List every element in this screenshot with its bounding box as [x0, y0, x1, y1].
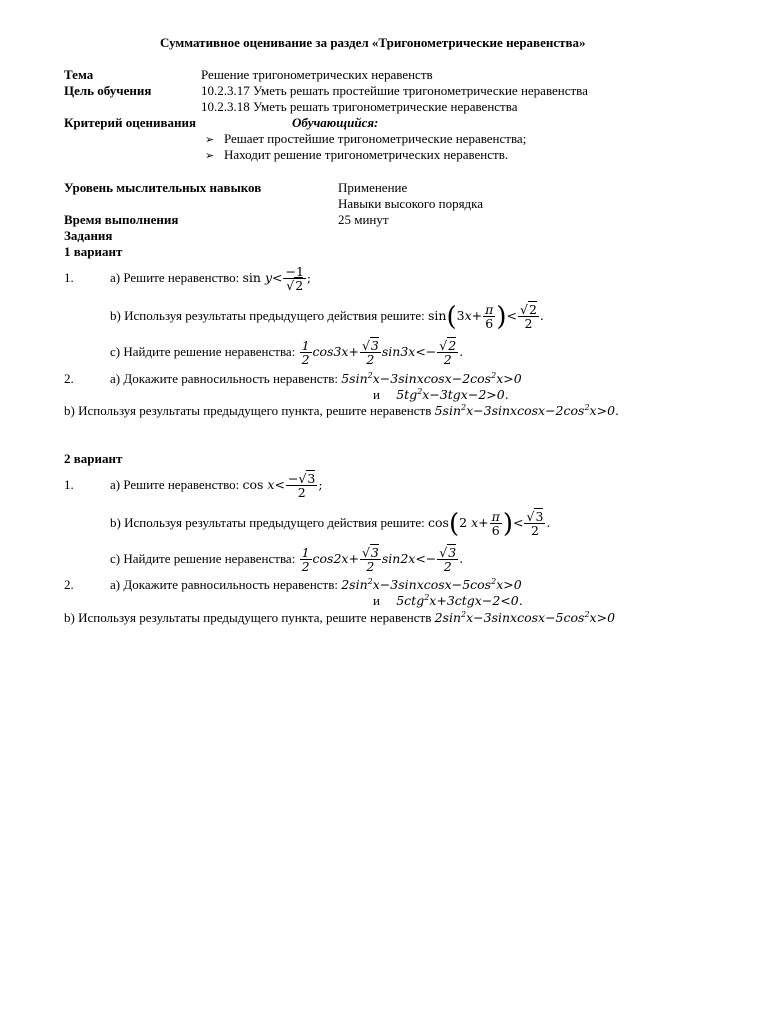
math-formula: $\frac{1}{2}$ cos3x+ $\frac{√3}{2}$ sin3x<− $\frac{√2}{2}$ . — [301, 338, 464, 367]
math-formula: sin y< $\frac{-1}{√2}$ ; — [242, 264, 312, 293]
arrow-bullet-icon: ➢ — [205, 149, 215, 162]
arrow-bullet-icon: ➢ — [205, 133, 215, 146]
topic-label: Тема — [64, 67, 94, 82]
goal-item: 10.2.3.18 Уметь решать тригонометрические неравенства — [201, 99, 518, 114]
page-title: Суммативное оценивание за раздел «Тригонометрические неравенства» — [160, 35, 586, 50]
math-formula: $5tg^2x-3tgx-2>0$. — [396, 387, 509, 402]
variant-1-header: 1 вариант — [64, 244, 123, 259]
task-1c: c) Найдите решение неравенства: $\frac{1}{2}$ cos3x+ $\frac{√3}{2}$ sin3x<− $\frac{√2}{2}$ . — [110, 338, 464, 367]
task-1c: c) Найдите решение неравенства: $\frac{1}{2}$ cos2x+ $\frac{√3}{2}$ sin2x<− $\frac{√3}{2}$ . — [110, 545, 464, 574]
task-2a-and: и $5tg^2x-3tgx-2>0$. — [373, 387, 509, 402]
tasks-label: Задания — [64, 228, 113, 243]
math-formula: $\frac{1}{2}$ cos2x+ $\frac{√3}{2}$ sin2x<− $\frac{√3}{2}$ . — [301, 545, 464, 574]
criteria-label: Критерий оценивания — [64, 115, 197, 130]
topic-value: Решение тригонометрических неравенств — [201, 67, 433, 82]
math-formula: $2\sin^2x-3sinxcosx-5\cos^2x>0$ — [341, 577, 522, 592]
time-label: Время выполнения — [64, 212, 179, 227]
criteria-item: ➢ Находит решение тригонометрических неравенств. — [205, 147, 509, 162]
time-value: 25 минут — [338, 212, 389, 227]
task-1b: b) Используя результаты предыдущего действия решите: sin(3x+ $\frac{\pi}{6}$ )< $\frac{√2}{2}$ . — [110, 301, 544, 332]
math-formula: 5ctg$^2$x+3ctgx−2<0. — [396, 593, 523, 608]
math-formula: sin(3x+ $\frac{\pi}{6}$ )< $\frac{√2}{2}$ . — [428, 301, 544, 332]
task-2a-and: и 5ctg$^2$x+3ctgx−2<0. — [373, 593, 523, 608]
task-2a: a) Докажите равносильность неравенств: $5\sin^2x-3sinxcosx-2\cos^2x>0$ — [110, 371, 522, 386]
task-2b: b) Используя результаты предыдущего пункта, решите неравенств $5\sin^2x-3sinxcosx-2\cos^2x>0$. — [64, 403, 619, 418]
task-2b: b) Используя результаты предыдущего пункта, решите неравенств $2\sin^2x-3sinxcosx-5\cos^2x>0$ — [64, 610, 616, 625]
student-label: Обучающийся: — [292, 115, 379, 130]
math-formula: $5\sin^2x-3sinxcosx-2\cos^2x>0$. — [434, 403, 619, 418]
goal-item: 10.2.3.17 Уметь решать простейшие тригонометрические неравенства — [201, 83, 588, 98]
level-value: Навыки высокого порядка — [338, 196, 484, 211]
task-1a: a) Решите неравенство: sin y< $\frac{-1}{√2}$ ; — [110, 264, 312, 293]
task-number: 1. — [64, 270, 74, 285]
math-formula: $5\sin^2x-3sinxcosx-2\cos^2x>0$ — [341, 371, 522, 386]
task-number: 2. — [64, 577, 74, 592]
math-formula: cos x< $\frac{-√3}{2}$ ; — [242, 471, 323, 500]
goal-label: Цель обучения — [64, 83, 152, 98]
level-value: Применение — [338, 180, 408, 195]
level-label: Уровень мыслительных навыков — [64, 180, 262, 195]
task-1a: a) Решите неравенство: cos x< $\frac{-√3}{2}$ ; — [110, 471, 323, 500]
math-formula: $2\sin^2x-3sinxcosx-5\cos^2x>0$ — [434, 610, 616, 625]
math-formula: cos(2 x+ $\frac{\pi}{6}$ )< $\frac{√3}{2}$ . — [428, 508, 551, 539]
variant-2-header: 2 вариант — [64, 451, 123, 466]
task-number: 2. — [64, 371, 74, 386]
task-1b: b) Используя результаты предыдущего действия решите: cos(2 x+ $\frac{\pi}{6}$ )< $\frac{√3}{2}$ . — [110, 508, 551, 539]
criteria-item: ➢ Решает простейшие тригонометрические неравенства; — [205, 131, 527, 146]
task-number: 1. — [64, 477, 74, 492]
task-2a: a) Докажите равносильность неравенств: $2\sin^2x-3sinxcosx-5\cos^2x>0$ — [110, 577, 522, 592]
